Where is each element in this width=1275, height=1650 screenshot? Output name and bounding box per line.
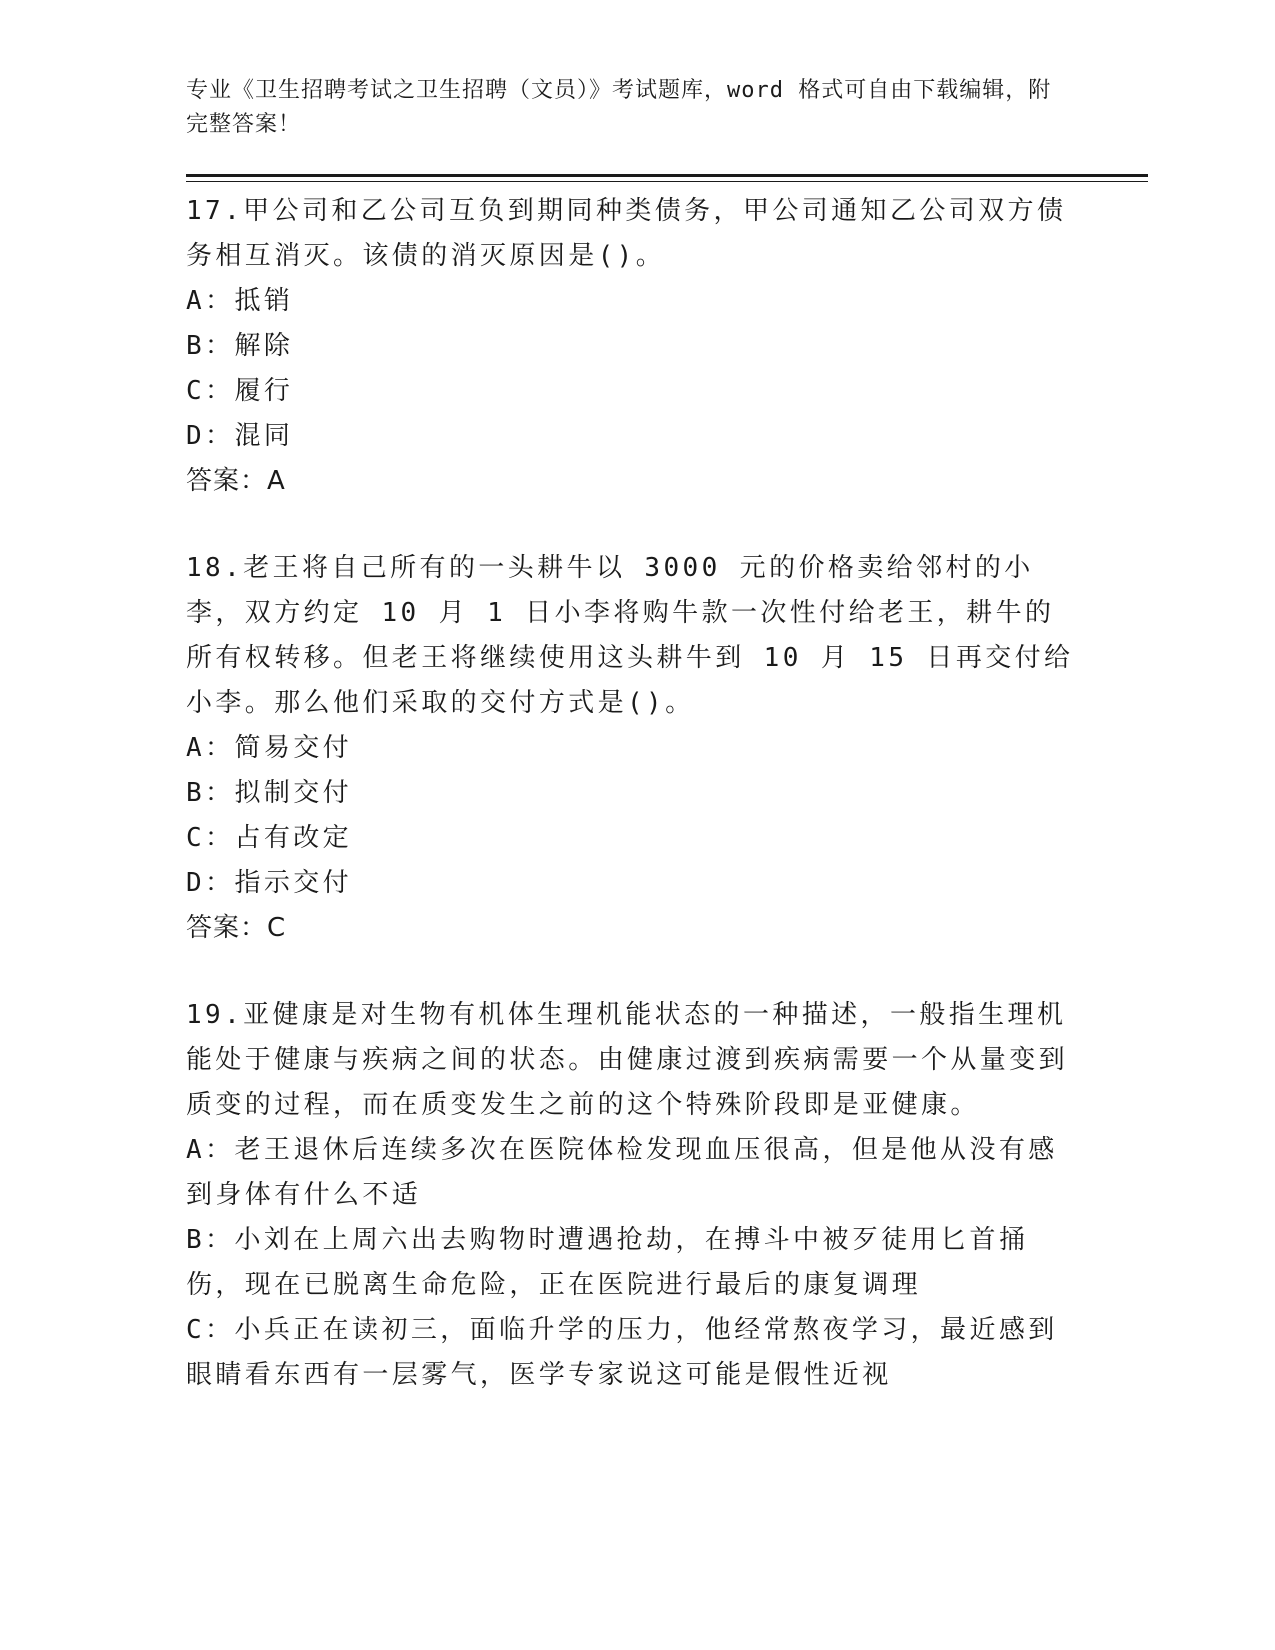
header-divider-thin (186, 181, 1148, 182)
document-header: 专业《卫生招聘考试之卫生招聘（文员）》考试题库，word 格式可自由下载编辑，附完整答案！ (186, 78, 1052, 137)
option-d: D：指示交付 (186, 868, 353, 898)
answer: 答案：A (186, 466, 286, 496)
question-18 (186, 546, 1076, 951)
question-list (186, 189, 1076, 1440)
option-a: A：抵销 (186, 286, 294, 316)
option-d: D：混同 (186, 421, 294, 451)
option-b: B：拟制交付 (186, 778, 353, 808)
question-text: 19.亚健康是对生物有机体生理机能状态的一种描述，一般指生理机能处于健康与疾病之间的状态。由健康过渡到疾病需要一个从量变到质变的过程，而在质变发生之前的这个特殊阶段即是亚健康。 (186, 1000, 1069, 1120)
option-b: B：解除 (186, 331, 294, 361)
option-a: A：老王退休后连续多次在医院体检发现血压很高，但是他从没有感到身体有什么不适 (186, 1135, 1058, 1210)
question-text: 18.老王将自己所有的一头耕牛以 3000 元的价格卖给邻村的小李，双方约定 10 月 1 日小李将购牛款一次性付给老王，耕牛的所有权转移。但老王将继续使用这头耕牛到 10 月 15 日再交付给小李。那么他们采取的交付方式是()。 (186, 553, 1074, 718)
option-c: C：占有改定 (186, 823, 353, 853)
option-c: C：小兵正在读初三，面临升学的压力，他经常熬夜学习，最近感到眼睛看东西有一层雾气，医学专家说这可能是假性近视 (186, 1315, 1058, 1390)
option-a: A：简易交付 (186, 733, 353, 763)
question-17 (186, 189, 1076, 504)
question-19 (186, 993, 1076, 1398)
answer: 答案：C (186, 913, 287, 943)
header-divider-thick (186, 174, 1148, 177)
question-text: 17.甲公司和乙公司互负到期同种类债务，甲公司通知乙公司双方债务相互消灭。该债的消灭原因是()。 (186, 196, 1067, 271)
option-b: B：小刘在上周六出去购物时遭遇抢劫，在搏斗中被歹徒用匕首捅伤，现在已脱离生命危险，正在医院进行最后的康复调理 (186, 1225, 1029, 1300)
option-c: C：履行 (186, 376, 294, 406)
